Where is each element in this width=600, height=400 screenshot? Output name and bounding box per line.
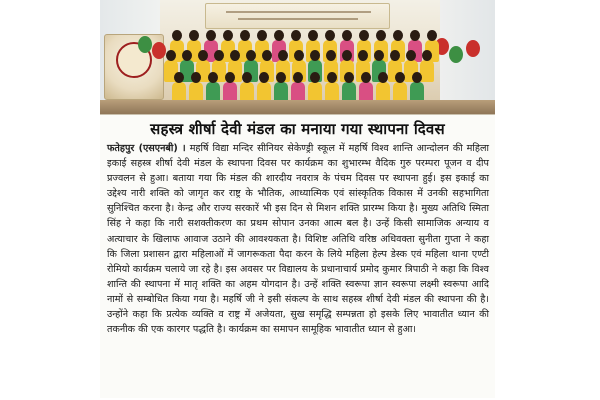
person-head — [342, 50, 352, 61]
person-head — [182, 50, 192, 61]
person-head — [172, 30, 182, 41]
person-head — [310, 72, 320, 83]
balloon-icon — [138, 36, 152, 53]
newspaper-clipping — [100, 0, 495, 398]
person-head — [208, 72, 218, 83]
person-head — [325, 30, 335, 41]
photo-floor — [100, 100, 495, 115]
person-head — [361, 72, 371, 83]
person-head — [310, 50, 320, 61]
person-saree — [420, 60, 434, 82]
person-head — [378, 72, 388, 83]
person-head — [166, 50, 176, 61]
person-head — [410, 30, 420, 41]
person-head — [395, 72, 405, 83]
banner-text-line — [226, 11, 371, 13]
person-head — [393, 30, 403, 41]
person-head — [230, 50, 240, 61]
person-head — [225, 72, 235, 83]
person-head — [278, 50, 288, 61]
person-head — [427, 30, 437, 41]
person-head — [359, 30, 369, 41]
person-head — [293, 72, 303, 83]
person-head — [189, 30, 199, 41]
person-head — [344, 72, 354, 83]
person-head — [214, 50, 224, 61]
person-head — [242, 72, 252, 83]
person-head — [246, 50, 256, 61]
article-body — [107, 141, 489, 337]
person-head — [262, 50, 272, 61]
person-head — [198, 50, 208, 61]
balloon-icon — [152, 42, 166, 59]
article-body-text: महर्षि विद्या मन्दिर सीनियर सेकेण्ड्री स्कूल में महर्षि विश्व शान्ति आन्दोलन की महिला इकाई सहस्त्र शीर्षा देवी मंडल के स्थापना दिवस पर कार्यक्रम का शुभारम्भ वैदिक गुरु परम्परा पूजन व दीप प्रज्वलन से हुआ। बताया गया कि मंडल की शारदीय नवरात्र के पंचम दिवस पर स्थापना हुई। इस इकाई का उद्देश्य नारी शक्ति को जागृत कर राष्ट्र के भौतिक, आध्यात्मिक एवं सांस्कृतिक विकास में उनकी सहभागिता सुनिश्चित करना है। केन्द्र और राज्य सरकारें भी इस दिन से मिशन शक्ति प्रारम्भ किया है। मुख्य अतिथि स्मिता सिंह ने कहा कि नारी सशक्तीकरण का प्रथम सोपान उनका आत्म बल है। उन्हें किसी सामाजिक अन्याय व अत्याचार के खिलाफ आवाज उठाने की आवश्यकता है। विशिष्ट अतिथि वरिष्ठ अधिवक्ता सुनीता गुप्ता ने कहा कि जिला प्रशासन द्वारा महिलाओं में जागरूकता पैदा करन के लिये महिला हेल्प डेस्क एवं महिला थाना एण्टी रोमियो कार्यक्रम चलाये जा रहे है। इस अवसर पर विद्यालय के प्रधानाचार्य प्रमोद कुमार त्रिपाठी ने कहा कि विश्व शान्ति की स्थापना में मातृ शक्ति का अहम योगदान है। उन्हें शक्ति स्वरूपा ज्ञान स्वरूपा लक्ष्मी स्वरूपा आदि नामों से सम्बोधित किया गया है। महर्षि जी ने इसी संकल्प के साथ सहस्त्र शीर्षा देवी मंडल की स्थापना की है। उन्होंने कहा कि प्रत्येक व्यक्ति व राष्ट्र में अजेयता, सुख समृद्धि सम्पन्नता हो इसके लिए भावातीत ध्यान की तकनीक की एक कारगर पद्धति है। कार्यक्रम का समापन सामूहिक भावातीत ध्यान से हुआ। — [107, 143, 489, 336]
photo-wall-right — [440, 0, 495, 115]
person-head — [342, 30, 352, 41]
person-head — [276, 72, 286, 83]
person-head — [291, 30, 301, 41]
person-head — [259, 72, 269, 83]
person-head — [422, 50, 432, 61]
person-head — [358, 50, 368, 61]
person-head — [374, 50, 384, 61]
person-head — [412, 72, 422, 83]
person-head — [390, 50, 400, 61]
person-head — [308, 30, 318, 41]
balloon-icon — [449, 46, 463, 63]
person-head — [326, 50, 336, 61]
person-head — [257, 30, 267, 41]
person-head — [240, 30, 250, 41]
group-photo — [100, 0, 495, 115]
article-dateline: फतेहपुर (एसएनबी) । — [107, 143, 186, 154]
article-headline: सहस्त्र शीर्षा देवी मंडल का मनाया गया स्थापना दिवस — [150, 120, 445, 138]
banner-text-line — [238, 18, 358, 20]
person-head — [174, 72, 184, 83]
balloon-icon — [466, 40, 480, 57]
person-head — [406, 50, 416, 61]
person-head — [327, 72, 337, 83]
person-head — [206, 30, 216, 41]
person-head — [274, 30, 284, 41]
person-head — [376, 30, 386, 41]
person-head — [191, 72, 201, 83]
person-head — [223, 30, 233, 41]
stage-banner — [205, 3, 390, 29]
person-head — [294, 50, 304, 61]
